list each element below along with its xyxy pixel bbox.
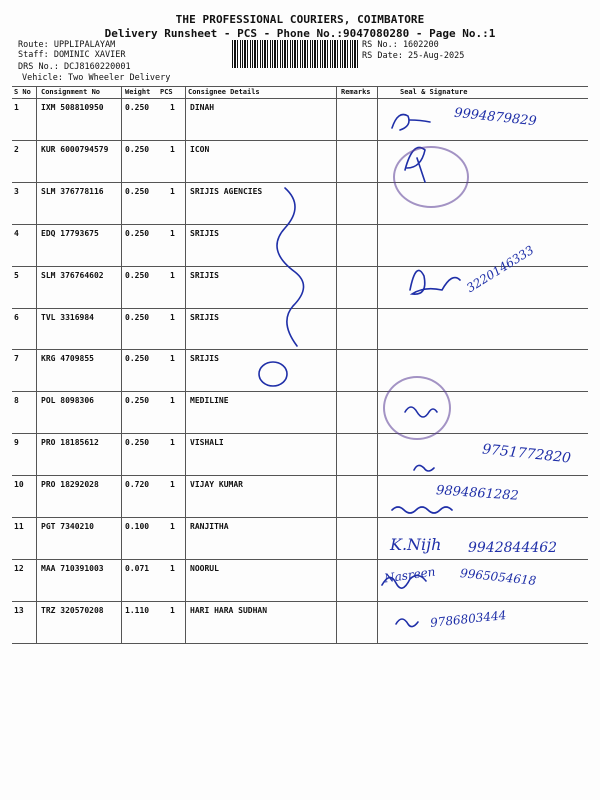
row-pcs: 1 — [170, 480, 175, 490]
row-consignment-no: KRG 4709855 — [41, 354, 94, 364]
row-consignee: SRIJIS — [190, 354, 219, 364]
row-consignee: RANJITHA — [190, 522, 229, 531]
row-consignment-no: EDQ 17793675 — [41, 228, 99, 238]
runsheet-subtitle: Delivery Runsheet - PCS - Phone No.:9047080280 - Page No.:1 — [104, 27, 496, 40]
signature-12-phone: 9965054618 — [459, 566, 537, 588]
rs-number: RS No.: 1602200 — [362, 40, 439, 50]
row-consignment-no: SLM 376764602 — [41, 270, 104, 280]
row-pcs: 1 — [170, 563, 175, 573]
staff-label: Staff: DOMINIC XAVIER — [18, 50, 126, 60]
row-consignee: SRIJIS AGENCIES — [190, 186, 263, 196]
column-header-sno: S No — [14, 88, 31, 96]
row-consignment-no: POL 8098306 — [41, 396, 94, 406]
signature-7-stroke — [259, 362, 287, 386]
signature-9-stroke — [414, 465, 434, 471]
row-pcs: 1 — [170, 354, 175, 364]
column-header-signature: Seal & Signature — [400, 88, 468, 96]
rs-date: RS Date: 25-Aug-2025 — [362, 51, 465, 61]
row-sno: 12 — [14, 563, 24, 573]
column-header-weight: Weight — [125, 88, 151, 96]
row-weight: 0.250 — [125, 438, 150, 448]
row-consignee: NOORUL — [190, 563, 219, 573]
row-consignee: SRIJIS — [190, 228, 219, 238]
vehicle-label: Vehicle: Two Wheeler Delivery — [22, 73, 171, 83]
row-pcs: 1 — [170, 103, 175, 112]
row-consignment-no: PGT 7340210 — [41, 522, 94, 531]
column-header-remarks: Remarks — [341, 88, 371, 96]
row-sno: 5 — [14, 270, 19, 280]
signature-10-stroke — [392, 507, 452, 513]
row-consignment-no: TVL 3316984 — [41, 312, 94, 322]
column-header-consignment: Consignment No — [41, 88, 101, 96]
row-weight: 0.720 — [125, 480, 150, 490]
drs-number: DRS No.: DCJ8160220001 — [18, 62, 131, 72]
table-bottom-border — [12, 643, 588, 644]
row-consignee: SRIJIS — [190, 270, 219, 280]
row-weight: 0.250 — [125, 228, 150, 238]
row-pcs: 1 — [170, 228, 175, 238]
signature-5-stroke — [410, 270, 460, 294]
row-weight: 0.250 — [125, 103, 150, 112]
row-weight: 0.250 — [125, 396, 150, 406]
signature-13-phone: 9786803444 — [429, 608, 507, 630]
row-pcs: 1 — [170, 144, 175, 154]
row-consignment-no: IXM 508810950 — [41, 103, 104, 112]
row-weight: 0.250 — [125, 186, 150, 196]
row-consignment-no: TRZ 320570208 — [41, 605, 104, 615]
row-consignee: DINAH — [190, 103, 215, 112]
route-label: Route: UPPLIPALAYAM — [18, 40, 116, 50]
signature-5-phone: 3220146333 — [464, 242, 537, 296]
row-consignment-no: KUR 6000794579 — [41, 144, 109, 154]
row-sno: 6 — [14, 312, 19, 322]
row-sno: 4 — [14, 228, 19, 238]
company-title: THE PROFESSIONAL COURIERS, COIMBATORE — [175, 13, 425, 26]
row-pcs: 1 — [170, 438, 175, 448]
row-pcs: 1 — [170, 522, 175, 531]
row-consignee: SRIJIS — [190, 312, 219, 322]
row-sno: 3 — [14, 186, 19, 196]
row-sno: 11 — [14, 522, 24, 531]
row-pcs: 1 — [170, 605, 175, 615]
signature-3-stroke — [277, 188, 304, 346]
row-sno: 2 — [14, 144, 19, 154]
row-weight: 0.250 — [125, 144, 150, 154]
row-weight: 0.250 — [125, 270, 150, 280]
row-sno: 10 — [14, 480, 24, 490]
row-weight: 1.110 — [125, 605, 150, 615]
row-consignment-no: MAA 710391003 — [41, 563, 104, 573]
signature-1-stroke — [392, 115, 430, 131]
row-weight: 0.071 — [125, 563, 150, 573]
signature-10-phone: 9894861282 — [435, 483, 520, 504]
row-sno: 7 — [14, 354, 19, 364]
row-consignment-no: PRO 18185612 — [41, 438, 99, 448]
row-sno: 13 — [14, 605, 24, 615]
row-sno: 8 — [14, 396, 19, 406]
row-pcs: 1 — [170, 186, 175, 196]
signature-13-stroke — [396, 619, 418, 627]
signature-11-name: K.Nijh — [390, 535, 442, 554]
row-pcs: 1 — [170, 396, 175, 406]
company-seal-stamp — [393, 146, 469, 208]
column-header-consignee: Consignee Details — [188, 88, 260, 96]
signature-1-phone: 9994879829 — [453, 105, 538, 130]
row-consignee: VIJAY KUMAR — [190, 480, 243, 490]
signature-11-phone: 9942844462 — [468, 540, 558, 556]
row-consignment-no: SLM 376778116 — [41, 186, 104, 196]
signature-9-phone: 9751772820 — [481, 441, 572, 467]
column-header-pcs: PCS — [160, 88, 173, 96]
row-sno: 1 — [14, 103, 19, 112]
row-sno: 9 — [14, 438, 19, 448]
row-pcs: 1 — [170, 312, 175, 322]
row-consignee: ICON — [190, 144, 210, 154]
row-consignee: VISHALI — [190, 438, 224, 448]
medical-seal-stamp — [383, 376, 451, 440]
row-pcs: 1 — [170, 270, 175, 280]
row-weight: 0.250 — [125, 312, 150, 322]
row-weight: 0.250 — [125, 354, 150, 364]
row-consignee: HARI HARA SUDHAN — [190, 605, 268, 615]
row-consignee: MEDILINE — [190, 396, 229, 406]
row-weight: 0.100 — [125, 522, 150, 531]
signature-12-name: Nasreen — [383, 564, 437, 586]
row-consignment-no: PRO 18292028 — [41, 480, 99, 490]
